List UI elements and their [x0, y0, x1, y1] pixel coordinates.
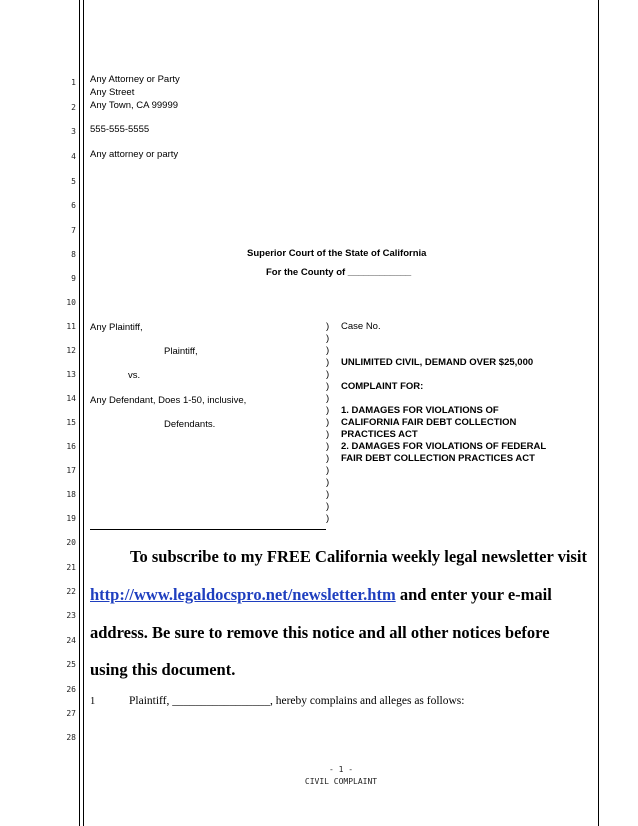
defendant-name: Any Defendant, Does 1-50, inclusive, — [90, 395, 247, 406]
line-number: 5 — [71, 177, 76, 186]
line-number: 18 — [66, 490, 76, 499]
line-number: 22 — [66, 587, 76, 596]
defendant-label: Defendants. — [164, 419, 216, 430]
footer-page-number: - 1 - — [328, 765, 354, 774]
line-number: 8 — [71, 250, 76, 259]
caption-paren: ) — [326, 501, 330, 512]
caption-paren: ) — [326, 333, 330, 344]
caption-paren: ) — [326, 393, 330, 404]
left-margin-rule-outer — [79, 0, 80, 826]
caption-paren: ) — [326, 357, 330, 368]
caption-paren: ) — [326, 405, 330, 416]
notice-line-4: using this document. — [90, 660, 236, 679]
caption-paren: ) — [326, 453, 330, 464]
line-number: 26 — [66, 685, 76, 694]
line-number: 14 — [66, 394, 76, 403]
line-number: 15 — [66, 418, 76, 427]
caption-paren: ) — [326, 441, 330, 452]
attorney-street: Any Street — [90, 87, 135, 98]
paragraph-number: 1 — [90, 696, 96, 707]
plaintiff-label: Plaintiff, — [164, 346, 198, 357]
caption-paren: ) — [326, 477, 330, 488]
notice-line-2 — [90, 585, 552, 605]
line-number: 19 — [66, 514, 76, 523]
line-number: 17 — [66, 466, 76, 475]
line-number: 1 — [71, 78, 76, 87]
caption-paren: ) — [326, 381, 330, 392]
line-number: 11 — [66, 322, 76, 331]
claim-1-line-1: 1. DAMAGES FOR VIOLATIONS OF — [341, 405, 499, 416]
claim-2-line-1: 2. DAMAGES FOR VIOLATIONS OF FEDERAL — [341, 441, 547, 452]
complaint-for: COMPLAINT FOR: — [341, 381, 424, 392]
versus-label: vs. — [128, 370, 141, 381]
court-name: Superior Court of the State of California — [247, 248, 427, 259]
line-number: 16 — [66, 442, 76, 451]
attorney-phone: 555-555-5555 — [90, 124, 150, 135]
right-margin-rule — [598, 0, 599, 826]
left-margin-rule-inner — [83, 0, 84, 826]
caption-paren: ) — [326, 429, 330, 440]
court-county: For the County of ____________ — [266, 267, 412, 278]
line-number: 28 — [66, 733, 76, 742]
caption-underline — [90, 529, 326, 530]
line-number: 13 — [66, 370, 76, 379]
line-number: 9 — [71, 274, 76, 283]
attorney-name: Any Attorney or Party — [90, 74, 180, 85]
line-number: 27 — [66, 709, 76, 718]
claim-2-line-2: FAIR DEBT COLLECTION PRACTICES ACT — [341, 453, 535, 464]
caption-paren: ) — [326, 369, 330, 380]
attorney-city: Any Town, CA 99999 — [90, 100, 179, 111]
newsletter-link[interactable]: http://www.legaldocspro.net/newsletter.htm — [90, 585, 396, 604]
line-number: 7 — [71, 226, 76, 235]
line-number: 12 — [66, 346, 76, 355]
plaintiff-name: Any Plaintiff, — [90, 322, 143, 333]
line-number: 24 — [66, 636, 76, 645]
notice-line-2-rest: and enter your e-mail — [395, 585, 552, 604]
line-number: 3 — [71, 127, 76, 136]
line-number: 23 — [66, 611, 76, 620]
caption-paren: ) — [326, 321, 330, 332]
line-number: 10 — [66, 298, 76, 307]
line-number: 2 — [71, 103, 76, 112]
case-number-label: Case No. — [341, 321, 381, 332]
claim-1-line-2: CALIFORNIA FAIR DEBT COLLECTION — [341, 417, 517, 428]
caption-paren: ) — [326, 489, 330, 500]
civil-type: UNLIMITED CIVIL, DEMAND OVER $25,000 — [341, 357, 534, 368]
footer-title: CIVIL COMPLAINT — [304, 777, 378, 786]
line-number: 20 — [66, 538, 76, 547]
notice-line-3: address. Be sure to remove this notice and all other notices before — [90, 623, 550, 642]
line-number: 21 — [66, 563, 76, 572]
attorney-role: Any attorney or party — [90, 149, 179, 160]
caption-paren: ) — [326, 513, 330, 524]
paragraph-text: Plaintiff, _________________, hereby complains and alleges as follows: — [129, 695, 465, 707]
caption-paren: ) — [326, 345, 330, 356]
caption-paren: ) — [326, 465, 330, 476]
claim-1-line-3: PRACTICES ACT — [341, 429, 418, 440]
caption-paren: ) — [326, 417, 330, 428]
line-number: 25 — [66, 660, 76, 669]
notice-line-1: To subscribe to my FREE California weekly legal newsletter visit — [130, 547, 587, 566]
line-number: 4 — [71, 152, 76, 161]
line-number: 6 — [71, 201, 76, 210]
